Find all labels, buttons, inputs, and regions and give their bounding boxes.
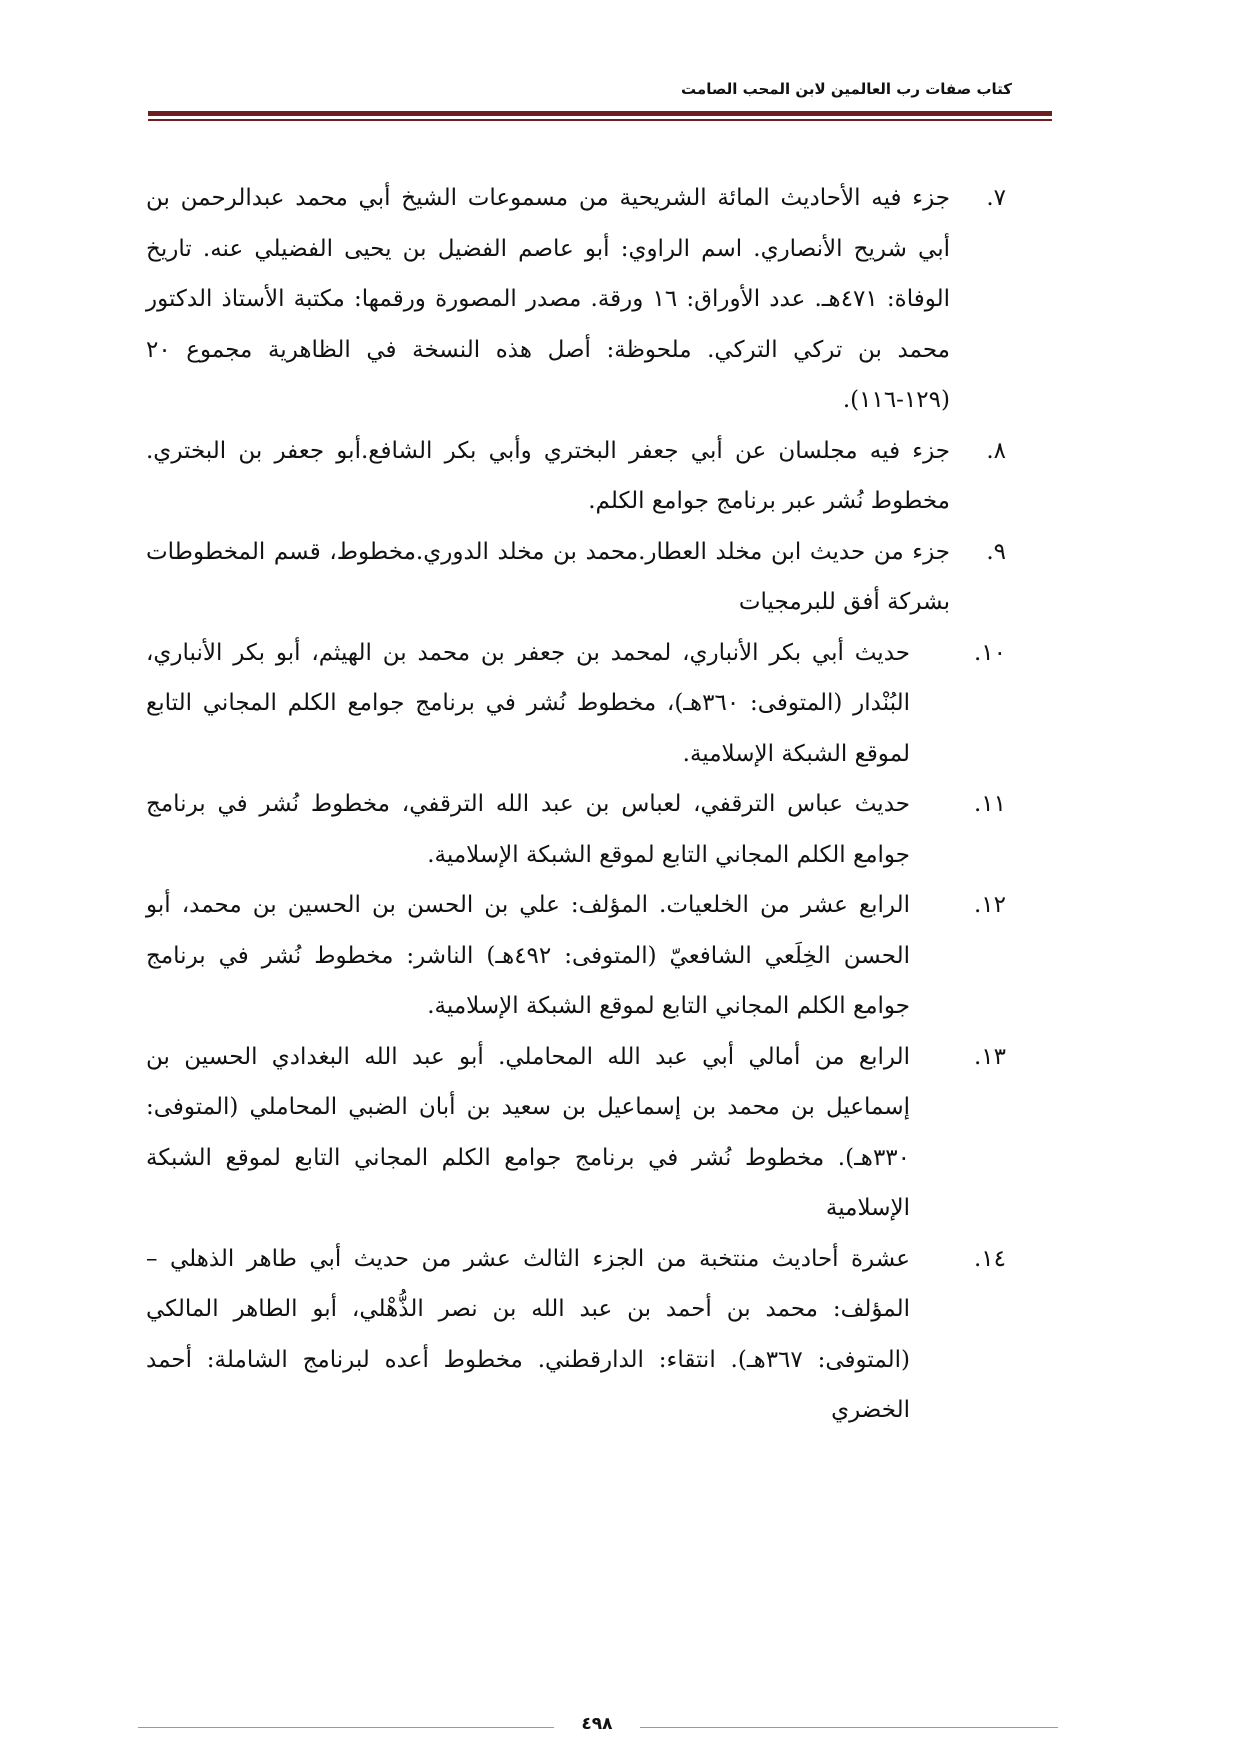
- entry-number: ٩.: [986, 538, 1006, 565]
- bibliography-entry: [146, 1032, 1006, 1234]
- entry-number: ١١.: [973, 791, 1006, 817]
- entry-text: الرابع عشر من الخلعيات. المؤلف: علي بن الحسن بن الحسين بن محمد، أبو الحسن الخِلَعي الشافعيّ (المتوفى: ٤٩٢هـ) الناشر: مخطوط نُشر في برنامج جوامع الكلم المجاني التابع لموقع الشبكة الإسلامية.: [146, 892, 910, 1019]
- bibliography-entry: [146, 527, 1006, 628]
- running-header-title: كتاب صفات رب العالمين لابن المحب الصامت: [681, 80, 1012, 98]
- entry-text: حديث أبي بكر الأنباري، لمحمد بن جعفر بن محمد بن الهيثم، أبو بكر الأنباري، البُنْدار (المتوفى: ٣٦٠هـ)، مخطوط نُشر في برنامج جوامع الكلم المجاني التابع لموقع الشبكة الإسلامية.: [146, 639, 911, 767]
- bibliography-entry: [146, 779, 1006, 880]
- bibliography-entry: [146, 426, 1006, 527]
- footer-rule-right: [640, 1727, 1058, 1728]
- bibliography-entry: [146, 880, 1006, 1032]
- page-number: ٤٩٨: [581, 1714, 613, 1734]
- entry-number: ٧.: [986, 185, 1006, 211]
- entry-text: جزء من حديث ابن مخلد العطار.محمد بن مخلد الدوري.مخطوط، قسم المخطوطات بشركة أفق للبرمجيات: [146, 538, 950, 615]
- entry-number: ١٢.: [973, 892, 1006, 918]
- entry-text: عشرة أحاديث منتخبة من الجزء الثالث عشر من حديث أبي طاهر الذهلي – المؤلف: محمد بن أحمد بن عبد الله بن نصر الذُّهْلي، أبو الطاهر المالكي (المتوفى: ٣٦٧هـ). انتقاء: الدارقطني. مخطوط أعده لبرنامج الشاملة: أحمد الخضري: [146, 1245, 910, 1423]
- bibliography-list: [146, 173, 1006, 1436]
- entry-text: جزء فيه مجلسان عن أبي جعفر البختري وأبي بكر الشافع.أبو جعفر بن البختري. مخطوط نُشر عبر برنامج جوامع الكلم.: [146, 437, 950, 514]
- bibliography-entry: [146, 1234, 1006, 1436]
- bibliography-entry: [146, 628, 1006, 780]
- entry-number: ١٤.: [973, 1245, 1006, 1272]
- entry-number: ١٣.: [973, 1043, 1006, 1070]
- entry-text: الرابع من أمالي أبي عبد الله المحاملي. أبو عبد الله البغدادي الحسين بن إسماعيل بن محمد بن إسماعيل بن سعيد بن أبان الضبي المحاملي (المتوفى: ٣٣٠هـ). مخطوط نُشر في برنامج جوامع الكلم المجاني التابع لموقع الشبكة الإسلامية: [146, 1043, 910, 1221]
- header-rule-thick: [148, 111, 1052, 116]
- header-rule-thin: [148, 119, 1052, 121]
- entry-number: ١٠.: [973, 639, 1006, 666]
- entry-number: ٨.: [986, 437, 1006, 464]
- entry-text: حديث عباس الترقفي، لعباس بن عبد الله الترقفي، مخطوط نُشر في برنامج جوامع الكلم المجاني التابع لموقع الشبكة الإسلامية.: [146, 791, 910, 868]
- footer-rule-left: [138, 1727, 554, 1728]
- bibliography-entry: [146, 173, 1006, 426]
- entry-text: جزء فيه الأحاديث المائة الشريحية من مسموعات الشيخ أبي محمد عبدالرحمن بن أبي شريح الأنصاري. اسم الراوي: أبو عاصم الفضيل بن يحيى الفضيلي عنه. تاريخ الوفاة: ٤٧١هـ. عدد الأوراق: ١٦ ورقة. مصدر المصورة ورقمها: مكتبة الأستاذ الدكتور محمد بن تركي التركي. ملحوظة: أصل هذه النسخة في الظاهرية مجموع ٢٠ (١٢٩-١١٦).: [146, 185, 950, 413]
